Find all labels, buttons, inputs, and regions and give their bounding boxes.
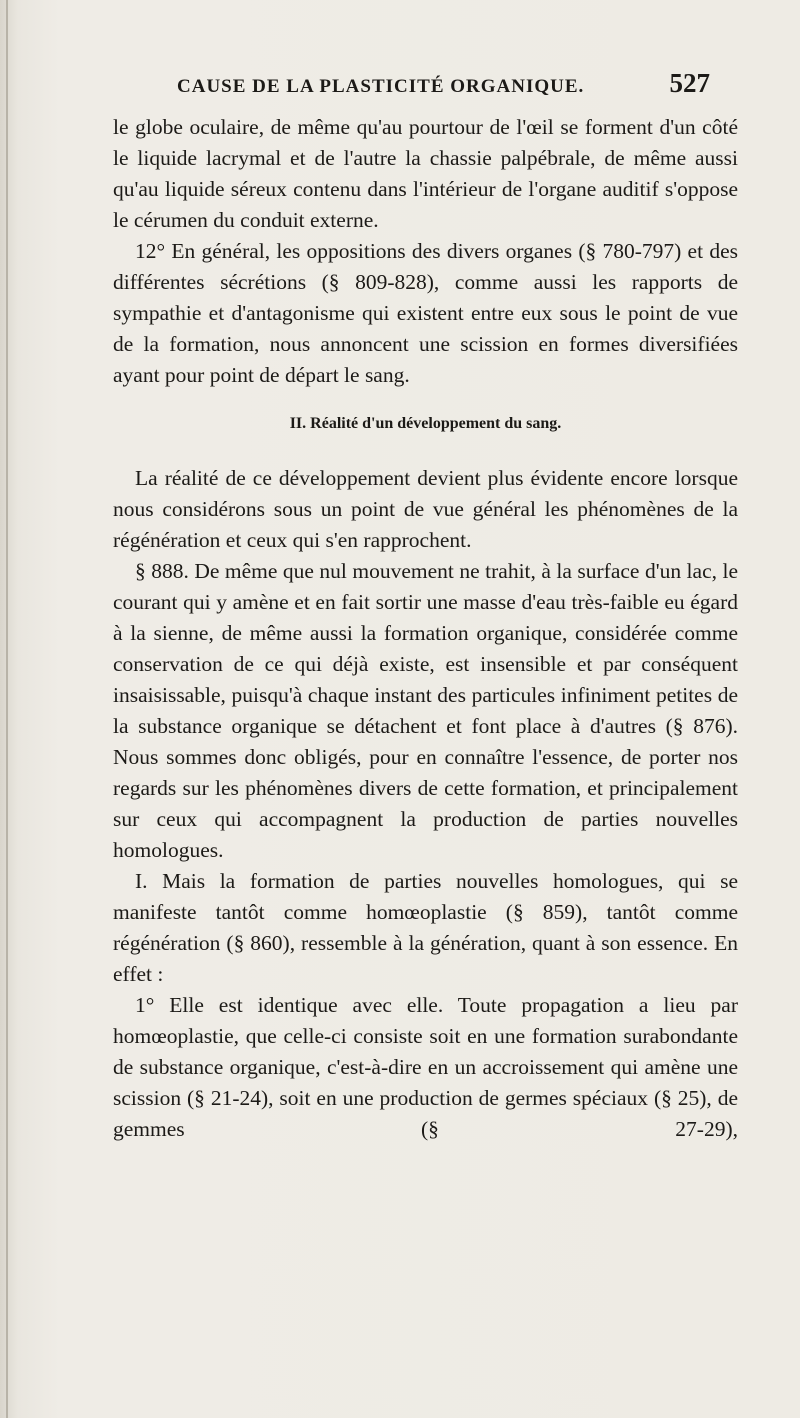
- page-binding-edge: [6, 0, 8, 1418]
- paragraph-intro: La réalité de ce développement devient plus évidente encore lorsque nous considérons sous un point de vue général les phénomènes de la régénération et ceux qui s'en rapprochent.: [113, 466, 738, 552]
- page-body: [113, 112, 738, 1145]
- paragraph-continuation: le globe oculaire, de même qu'au pourtour de l'œil se forment d'un côté le liquide lacrymal et de l'autre la chassie palpébrale, de même aussi qu'au liquide séreux contenu dans l'intérieur de l'organe auditif s'oppose le cérumen du conduit externe.: [113, 115, 738, 232]
- paragraph-point-I: I. Mais la formation de parties nouvelles homologues, qui se manifeste tantôt comme homœoplastie (§ 859), tantôt comme régénération (§ 860), ressemble à la génération, quant à son essence. En effet :: [113, 869, 738, 986]
- section-heading: II. Réalité d'un développement du sang.: [289, 415, 562, 432]
- page-header: [150, 68, 710, 108]
- paragraph-point-1: 1° Elle est identique avec elle. Toute propagation a lieu par homœoplastie, que celle-ci consiste soit en une formation surabondante de substance organique, c'est-à-dire en un accroissement qui amène une scission (§ 21-24), soit en une production de germes spéciaux (§ 25), de gemmes (§ 27-29),: [113, 993, 738, 1141]
- running-title: CAUSE DE LA PLASTICITÉ ORGANIQUE.: [177, 76, 585, 97]
- paragraph-point-12: 12° En général, les oppositions des divers organes (§ 780-797) et des différentes sécrétions (§ 809-828), comme aussi les rapports de sympathie et d'antagonisme qui existent entre eux sous le point de vue de la formation, nous annoncent une scission en formes diversifiées ayant pour point de départ le sang.: [113, 239, 738, 387]
- page-number: 527: [669, 68, 710, 98]
- paragraph-section-888: § 888. De même que nul mouvement ne trahit, à la surface d'un lac, le courant qui y amène et en fait sortir une masse d'eau très-faible eu égard à la sienne, de même aussi la formation organique, considérée comme conservation de ce qui déjà existe, est insensible et par conséquent insaisissable, puisqu'à chaque instant des particules infiniment petites de la substance organique se détachent et font place à d'autres (§ 876). Nous sommes donc obligés, pour en connaître l'essence, de porter nos regards sur les phénomènes divers de cette formation, et principalement sur ceux qui accompagnent la production de parties nouvelles homologues.: [113, 559, 738, 862]
